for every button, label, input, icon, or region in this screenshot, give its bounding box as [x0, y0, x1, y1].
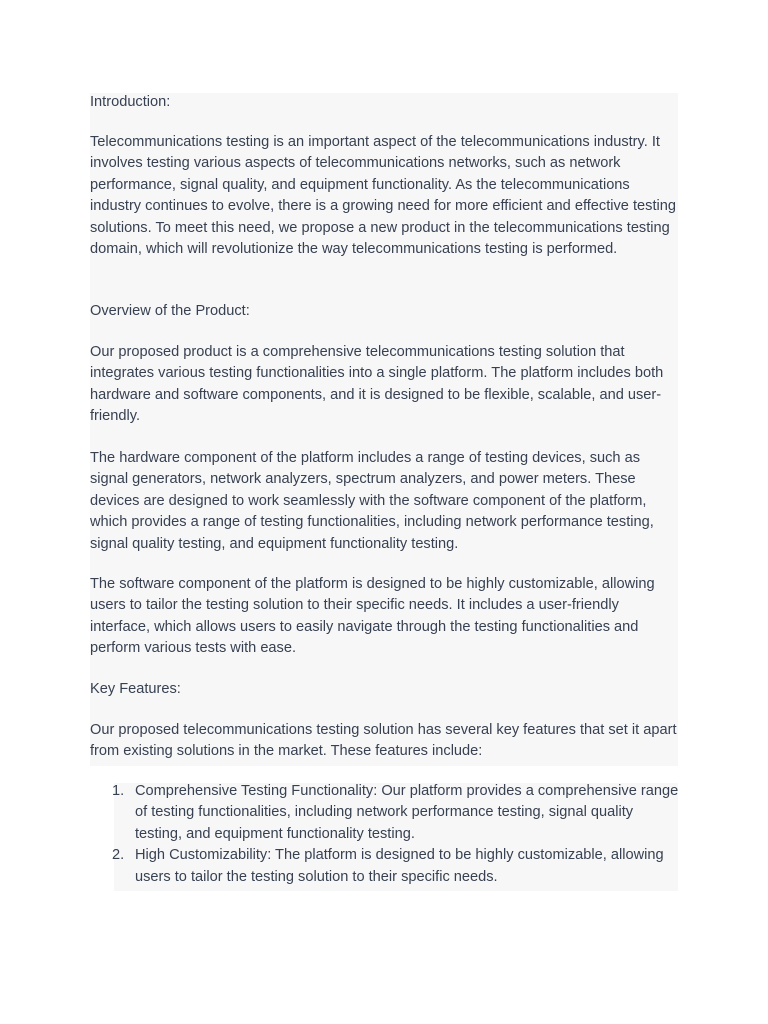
list-item-number: 2.: [112, 847, 125, 864]
list-item-number: 1.: [112, 783, 125, 799]
list-item-text: Comprehensive Testing Functionality: Our platform provides a comprehensive range of testing functionalities, including network performance testing, signal quality testing, and equipment functionality testing.: [135, 783, 679, 842]
list-item: [90, 781, 680, 845]
features-intro: Our proposed telecommunications testing solution has several key features that set it apart from existing solutions in the market. These features include:: [90, 722, 677, 760]
overview-paragraph-3: The software component of the platform is designed to be highly customizable, allowing users to tailor the testing solution to their specific needs. It includes a user-friendly interface, which allows users to easily navigate through the testing functionalities and perform various tests with ease.: [90, 576, 655, 657]
overview-paragraph-2: The hardware component of the platform includes a range of testing devices, such as signal generators, network analyzers, spectrum analyzers, and power meters. These devices are designed to work seamlessly with the software component of the platform, which provides a range of testing functionalities, including network performance testing, signal quality testing, and equipment functionality testing.: [90, 450, 654, 552]
features-list: [90, 781, 680, 888]
list-item-text: High Customizability: The platform is designed to be highly customizable, allowing users to tailor the testing solution to their specific needs.: [135, 847, 664, 885]
intro-paragraph: Telecommunications testing is an important aspect of the telecommunications industry. It involves testing various aspects of telecommunications networks, such as network performance, signal quality, and equipment functionality. As the telecommunications industry continues to evolve, there is a growing need for more efficient and effective testing solutions. To meet this need, we propose a new product in the telecommunications testing domain, which will revolutionize the way telecommunications testing is performed.: [90, 134, 676, 258]
intro-heading: Introduction:: [90, 94, 171, 110]
list-item: [90, 845, 680, 888]
features-heading: Key Features:: [90, 681, 181, 697]
overview-heading: Overview of the Product:: [90, 303, 250, 319]
overview-paragraph-1: Our proposed product is a comprehensive telecommunications testing solution that integrates various testing functionalities into a single platform. The platform includes both hardware and software components, and it is designed to be flexible, scalable, and user-friendly.: [90, 344, 664, 425]
